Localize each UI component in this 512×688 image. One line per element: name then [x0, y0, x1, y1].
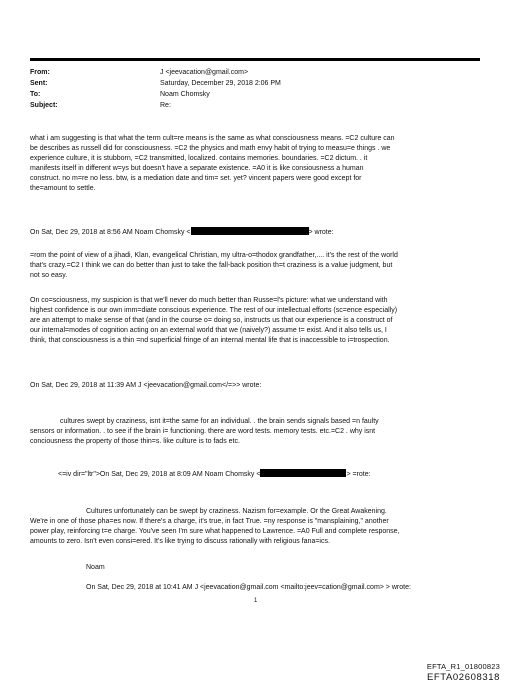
- text-line: experience culture, it is stubborn, =C2 transmitted, localized. contains memories. boundaries. =C2 dictum. . it: [30, 155, 368, 162]
- document-reference-2: EFTA02608318: [426, 672, 500, 683]
- text-line: be describes as russell did for consciousness. =C2 the physics and math envy habit of trying to measu=e things . we: [30, 145, 391, 152]
- text-line: cultures swept by craziness, isnt it=the same for an individual. . the brain sends signals based =n faulty: [60, 418, 379, 425]
- text-line: think, that consciousness is a thin =nd superficial fringe of an internal mental life that is inaccessible to i=trospection.: [30, 337, 390, 344]
- sent-value: Saturday, December 29, 2018 2:06 PM: [160, 80, 281, 87]
- signature: Noam: [86, 564, 105, 571]
- to-label: To:: [30, 91, 41, 98]
- quote-header-4: On Sat, Dec 29, 2018 at 10:41 AM J <jeevacation@gmail.com <mailto:jeev=cation@gmail.com> > wrote:: [86, 584, 411, 591]
- text-line: Cultures unfortunately can be swept by craziness. Nazism for=example. Or the Great Awakening.: [86, 508, 387, 515]
- redaction-bar: [191, 227, 309, 235]
- quote-header-3: [58, 469, 371, 479]
- text-line: power play, reinforcing t=e charge. You've seen I'm sure what happened to Lawrence. =A0 Full and complete response,: [30, 528, 400, 535]
- text-line: highest confidence is our own imm=diate conscious experience. The rest of our intellectual efforts (sc=ence especially): [30, 307, 398, 314]
- quote-header-text: <=iv dir="ltr">On Sat, Dec 29, 2018 at 8:09 AM Noam Chomsky <: [58, 471, 261, 478]
- text-line: conciousness the property of those thin=s. like culture is to fads etc.: [30, 438, 240, 445]
- text-line: manifests itself in different w=ys but doesn't have a separate existence. =A0 it is like consiousness a human: [30, 165, 364, 172]
- to-value: Noam Chomsky: [160, 91, 210, 98]
- from-label: From:: [30, 69, 50, 76]
- quote-header-suffix: > =rote:: [346, 471, 371, 478]
- subject-label: Subject:: [30, 102, 58, 109]
- text-line: the=amount to settle.: [30, 185, 96, 192]
- text-line: construct. no m=re no less. btw, is a mediation date and tim= set. yet? vincent papers were good except for: [30, 175, 362, 182]
- text-line: that's crazy.=C2 I think we can do better than just to take the fall-back position th=t craziness is a value judgment, but: [30, 262, 393, 269]
- subject-value: Re:: [160, 102, 171, 109]
- text-line: our internal=modes of cognition acting on an external world that we (naively?) assume t= exist. And it also tells us, I: [30, 327, 387, 334]
- text-line: are an attempt to make sense of that (and in the course o= doing so, instructs us that our experience is a construct of: [30, 317, 393, 324]
- text-line: not so easy.: [30, 272, 68, 279]
- sent-label: Sent:: [30, 80, 48, 87]
- quote-header-text: On Sat, Dec 29, 2018 at 8:56 AM Noam Chomsky <: [30, 229, 191, 236]
- header-rule: [30, 58, 480, 61]
- text-line: We're in one of those pha=es now. If there's a charge, it's true, in fact True. =ny response is "mansplaining," another: [30, 518, 389, 525]
- document-reference-1: EFTA_R1_01800823: [426, 662, 500, 671]
- page-number: 1: [254, 598, 258, 604]
- text-line: what i am suggesting is that what the term cult=re means is the same as what consciousness means. =C2 culture can: [30, 135, 395, 142]
- from-value: J <jeevacation@gmail.com>: [160, 69, 249, 76]
- text-line: sensors or information. . to see if the brain i= functioning. there are word tests. memory tests. etc.=C2 . why isnt: [30, 428, 376, 435]
- quote-header-suffix: > wrote:: [308, 229, 334, 236]
- text-line: =rom the point of view of a jihadi, Klan, evangelical Christian, my ultra-o=thodox grandfather,.... it's the rest of the world: [30, 252, 398, 259]
- redaction-bar: [260, 469, 346, 477]
- text-line: On co=sciousness, my suspicion is that we'll never do much better than Russe=l's picture: what we understand with: [30, 297, 388, 304]
- quote-header-2: On Sat, Dec 29, 2018 at 11:39 AM J <jeevacation@gmail.com</=>> wrote:: [30, 382, 262, 389]
- text-line: amounts to zero. Isn't even consi=ered. It's like trying to discuss rationally with religious fana=ics.: [30, 538, 330, 545]
- quote-header-1: [30, 227, 334, 237]
